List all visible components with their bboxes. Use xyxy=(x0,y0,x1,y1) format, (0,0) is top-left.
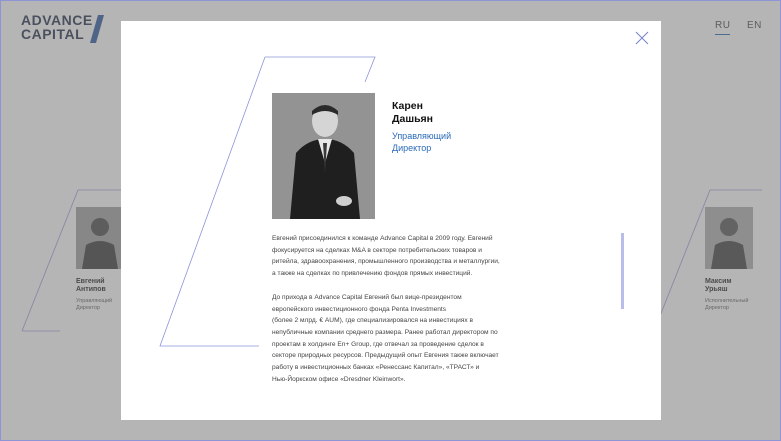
bio-line: Евгений присоединился к команде Advance Capital в 2009 году. Евгений xyxy=(272,235,493,242)
bio-line: До прихода в Advance Capital Евгений был вице-президентом xyxy=(272,293,462,301)
bio-line: ритейла, здравоохранения, промышленного производства и металлургии, xyxy=(272,258,500,266)
bio-line: а также на сделках по привлечению фондов прямых инвестиций. xyxy=(272,270,473,278)
member-role-line2: Директор xyxy=(392,142,432,153)
bio-line: проектам в холдинге En+ Group, где отвечал за проведение сделок в xyxy=(272,340,484,348)
bio-line: непубличные компании среднего размера. Ранее работал директором по xyxy=(272,328,498,336)
bio-line: европейского инвестиционного фонда Penta Investments xyxy=(272,305,447,313)
bio-line: фокусируется на сделках M&A в секторе потребительских товаров и xyxy=(272,246,482,254)
bio-line: (более 2 млрд. € AUM), где специализировался на инвестициях в xyxy=(272,317,473,325)
member-name-first: Карен xyxy=(392,100,423,112)
member-role-line1: Управляющий xyxy=(392,131,452,141)
member-name-last: Дашьян xyxy=(392,113,433,125)
bio-line: работу в инвестиционных банках «Ренессанс Капитал», «ТРАСТ» и xyxy=(272,364,480,372)
bio-line: Нью-Йоркском офисе «Dresdner Kleinwort». xyxy=(272,375,406,383)
bio-line: секторе природных ресурсов. Предыдущий опыт Евгения также включает xyxy=(272,352,499,360)
